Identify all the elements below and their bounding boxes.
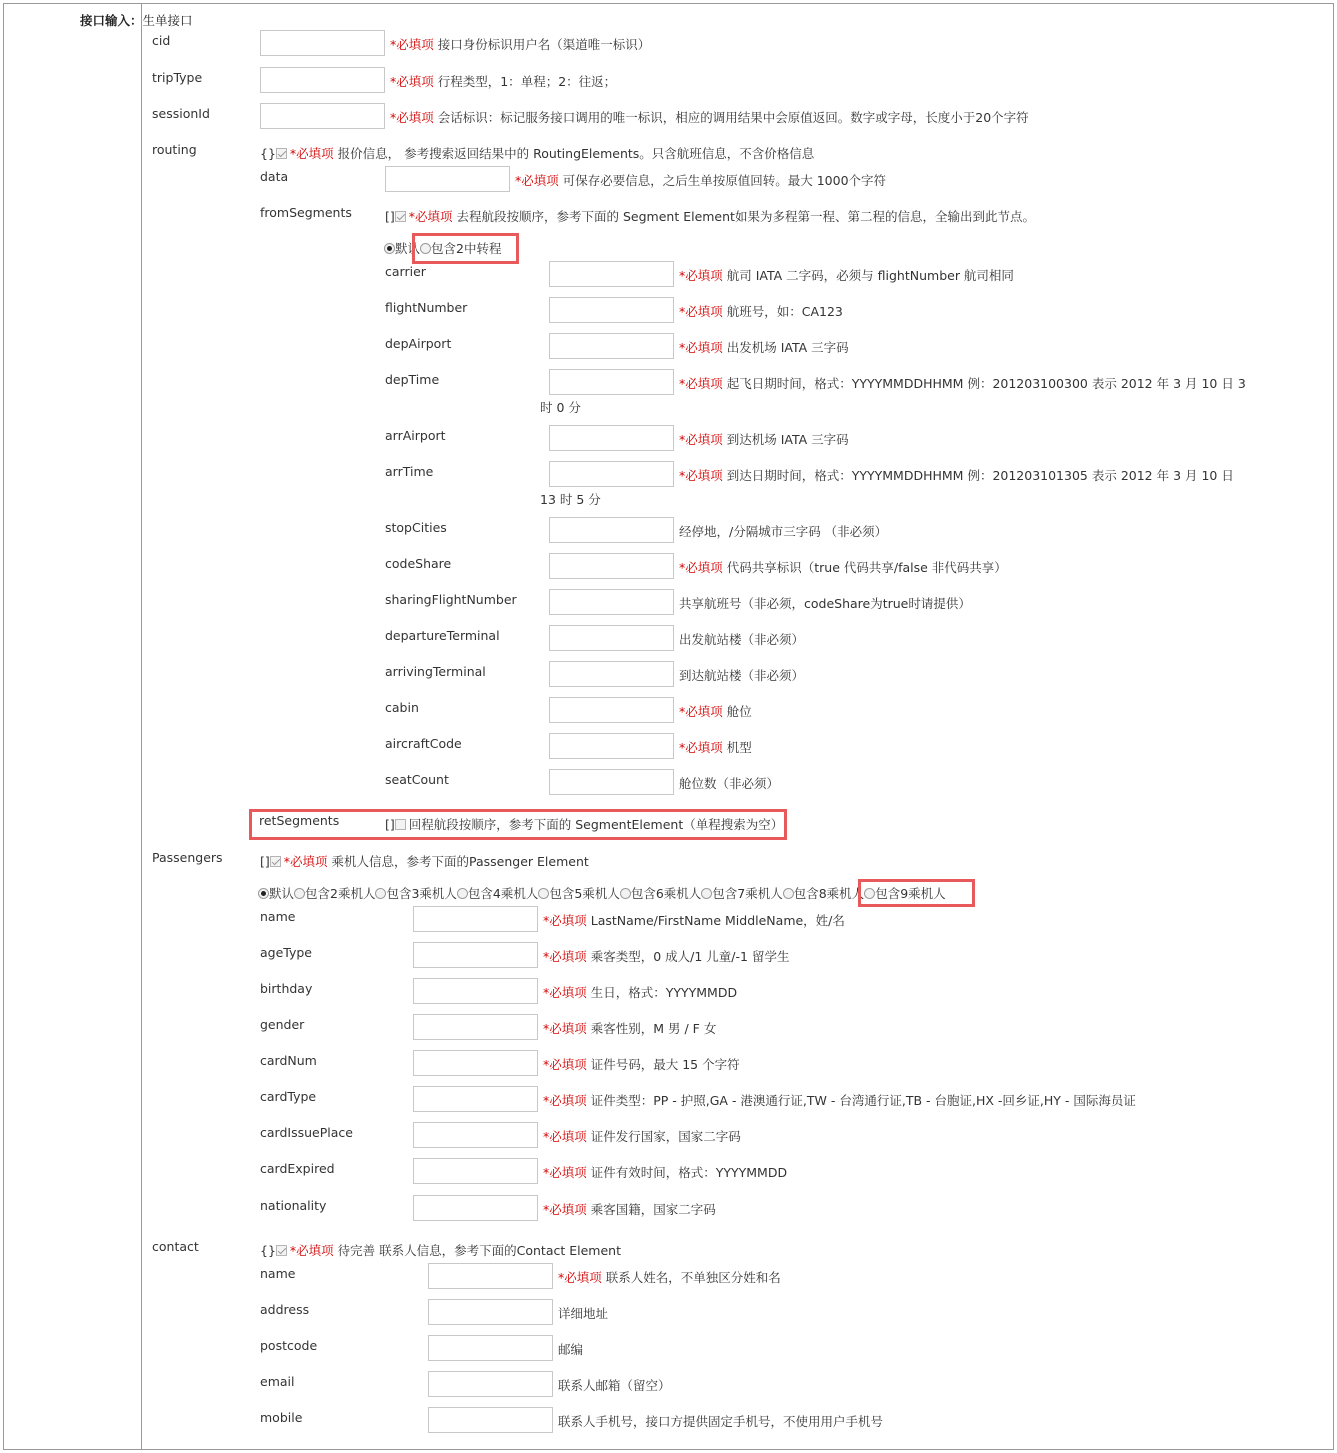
radio-label: 包含6乘机人 xyxy=(630,886,702,901)
contact-expand-checkbox[interactable] xyxy=(276,1245,287,1256)
passenger-desc-name xyxy=(543,911,845,929)
retsegments-description: 回程航段按顺序，参考下面的 SegmentElement（单程搜索为空） xyxy=(408,817,784,832)
contact-label-email: email xyxy=(260,1374,295,1389)
routing-data-input-data[interactable] xyxy=(385,166,510,192)
segment-label-cabin: cabin xyxy=(385,700,419,715)
segment-input-cabin[interactable] xyxy=(549,697,674,723)
top-input-cid[interactable] xyxy=(260,30,385,56)
fromsegments-expand-checkbox[interactable] xyxy=(395,211,406,222)
segment-desc-stopcities xyxy=(679,522,887,540)
passenger-desc-gender xyxy=(543,1019,716,1037)
passenger-input-gender[interactable] xyxy=(413,1014,538,1040)
field-description: 联系人手机号，接口方提供固定手机号，不使用用户手机号 xyxy=(558,1414,884,1429)
segment-desc-seatcount xyxy=(679,774,779,792)
passengers-description: 乘机人信息，参考下面的Passenger Element xyxy=(331,854,589,869)
segment-label-codeshare: codeShare xyxy=(385,556,452,571)
field-description: LastName/FirstName MiddleName，姓/名 xyxy=(590,913,845,928)
required-mark: *必填项 xyxy=(543,949,591,964)
segment-desc-carrier xyxy=(679,266,1014,284)
segment-label-arrairport: arrAirport xyxy=(385,428,446,443)
contact-input-name[interactable] xyxy=(428,1263,553,1289)
passenger-input-cardissueplace[interactable] xyxy=(413,1122,538,1148)
field-description: 舱位数（非必须） xyxy=(679,776,780,791)
field-description: 到达航站楼（非必须） xyxy=(679,668,805,683)
segment-label-departureterminal: departureTerminal xyxy=(385,628,500,643)
required-mark: *必填项 xyxy=(289,1243,338,1258)
segment-label-deptime: depTime xyxy=(385,372,440,387)
segment-input-arrtime[interactable] xyxy=(549,461,674,487)
radio-label: 包含7乘机人 xyxy=(712,886,783,901)
segment-input-codeshare[interactable] xyxy=(549,553,674,579)
segment-input-carrier[interactable] xyxy=(549,261,674,287)
routing-description: 报价信息， 参考搜索返回结果中的 RoutingElements。只含航班信息，不含价格信息 xyxy=(337,146,815,161)
segment-desc-arrivingterminal xyxy=(679,666,804,684)
radio-passengers-3[interactable] xyxy=(375,888,386,899)
fromsegments-label: fromSegments xyxy=(260,205,352,220)
field-description: 证件号码，最大 15 个字符 xyxy=(590,1057,740,1072)
fromsegments-description: 去程航段按顺序，参考下面的 Segment Element如果为多程第一程、第二程的信息，全输出到此节点。 xyxy=(456,209,1035,224)
page-title: 生单接口 xyxy=(142,13,193,28)
required-mark: *必填项 xyxy=(679,304,727,319)
routing-data-desc-data xyxy=(515,171,886,189)
required-mark: *必填项 xyxy=(679,432,727,447)
passengers-radio-group xyxy=(258,884,946,902)
field-description: 到达日期时间，格式：YYYYMMDDHHMM 例：201203101305 表示 2012 年 3 月 10 日 xyxy=(726,468,1234,483)
field-description: 乘客性别，M 男 / F 女 xyxy=(590,1021,717,1036)
segment-input-stopcities[interactable] xyxy=(549,517,674,543)
passenger-input-name[interactable] xyxy=(413,906,538,932)
segment-desc-sharingflightnumber xyxy=(679,594,971,612)
passenger-label-cardnum: cardNum xyxy=(260,1053,317,1068)
required-mark: *必填项 xyxy=(543,985,591,1000)
passenger-desc-agetype xyxy=(543,947,789,965)
passenger-label-nationality: nationality xyxy=(260,1198,327,1213)
radio-label: 包含4乘机人 xyxy=(467,886,539,901)
segment-label-depairport: depAirport xyxy=(385,336,452,351)
field-description: 航班号，如：CA123 xyxy=(726,304,843,319)
required-mark: *必填项 xyxy=(679,560,727,575)
required-mark: *必填项 xyxy=(543,1202,591,1217)
field-description: 可保存必要信息，之后生单按原值回转。最大 1000个字符 xyxy=(562,173,887,188)
header-prefix: 接口输入： xyxy=(80,13,143,28)
field-description: 会话标识：标记服务接口调用的唯一标识，相应的调用结果中会原值返回。数字或字母，长度小于20个字符 xyxy=(437,110,1029,125)
segment-desc-deptime xyxy=(679,374,1246,392)
required-mark: *必填项 xyxy=(515,173,563,188)
segment-input-deptime[interactable] xyxy=(549,369,674,395)
segment-input-aircraftcode[interactable] xyxy=(549,733,674,759)
radio-label: 包含8乘机人 xyxy=(793,886,865,901)
passengers-container xyxy=(260,852,589,870)
passenger-label-name: name xyxy=(260,909,296,924)
top-input-triptype[interactable] xyxy=(260,67,385,93)
contact-desc-email xyxy=(558,1376,671,1394)
contact-desc-mobile xyxy=(558,1412,883,1430)
segment-input-seatcount[interactable] xyxy=(549,769,674,795)
segment-desc-depairport xyxy=(679,338,849,356)
segment-input-depairport[interactable] xyxy=(549,333,674,359)
container-bracket: {} xyxy=(260,1243,276,1258)
radio-passengers-1[interactable] xyxy=(258,888,269,899)
contact-container xyxy=(260,1241,621,1259)
passenger-label-agetype: ageType xyxy=(260,945,312,960)
required-mark: *必填项 xyxy=(679,468,727,483)
required-mark: *必填项 xyxy=(390,74,438,89)
radio-passengers-2[interactable] xyxy=(294,888,305,899)
fromsegments-container xyxy=(385,207,1035,225)
required-mark: *必填项 xyxy=(558,1270,606,1285)
routing-label: routing xyxy=(152,142,197,157)
passenger-desc-cardnum xyxy=(543,1055,740,1073)
segment-label-arrivingterminal: arrivingTerminal xyxy=(385,664,486,679)
segment-label-flightnumber: flightNumber xyxy=(385,300,468,315)
contact-description: 待完善 联系人信息，参考下面的Contact Element xyxy=(337,1243,621,1258)
page-header xyxy=(80,11,193,29)
segment-desc-arrairport xyxy=(679,430,849,448)
radio-passengers-6[interactable] xyxy=(620,888,631,899)
top-desc-sessionid xyxy=(390,108,1029,126)
contact-input-postcode[interactable] xyxy=(428,1335,553,1361)
radio-label: 包含3乘机人 xyxy=(386,886,457,901)
field-description: 行程类型，1：单程；2：往返； xyxy=(437,74,617,89)
required-mark: *必填项 xyxy=(289,146,338,161)
field-description: 舱位 xyxy=(726,704,752,719)
highlight-box-retsegments xyxy=(249,809,787,840)
routing-container xyxy=(260,144,814,162)
container-bracket: [] xyxy=(385,817,395,832)
passengers-label: Passengers xyxy=(152,850,223,865)
passenger-label-cardtype: cardType xyxy=(260,1089,317,1104)
segment-desc-arrtime xyxy=(679,466,1234,484)
passenger-desc-cardtype xyxy=(543,1091,1136,1109)
radio-label: 包含5乘机人 xyxy=(549,886,620,901)
top-input-sessionid[interactable] xyxy=(260,103,385,129)
contact-input-mobile[interactable] xyxy=(428,1407,553,1433)
contact-desc-name xyxy=(558,1268,781,1286)
passenger-label-gender: gender xyxy=(260,1017,305,1032)
required-mark: *必填项 xyxy=(543,1021,591,1036)
radio-default[interactable] xyxy=(384,243,395,254)
radio-label: 默认 xyxy=(395,241,421,256)
required-mark: *必填项 xyxy=(390,110,438,125)
field-description: 航司 IATA 二字码，必须与 flightNumber 航司相同 xyxy=(726,268,1014,283)
contact-label: contact xyxy=(152,1239,199,1254)
radio-label: 默认 xyxy=(269,886,295,901)
segment-label-carrier: carrier xyxy=(385,264,426,279)
field-description: 证件有效时间，格式：YYYYMMDD xyxy=(590,1165,788,1180)
segment-label-stopcities: stopCities xyxy=(385,520,447,535)
required-mark: *必填项 xyxy=(543,1165,591,1180)
segment-label-sharingflightnumber: sharingFlightNumber xyxy=(385,592,517,607)
passenger-label-cardissueplace: cardIssuePlace xyxy=(260,1125,353,1140)
contact-label-name: name xyxy=(260,1266,296,1281)
passengers-expand-checkbox[interactable] xyxy=(270,856,281,867)
segment-label-arrtime: arrTime xyxy=(385,464,434,479)
segment-input-flightnumber[interactable] xyxy=(549,297,674,323)
field-description: 共享航班号（非必须，codeShare为true时请提供） xyxy=(679,596,971,611)
passenger-input-cardexpired[interactable] xyxy=(413,1158,538,1184)
field-description: 到达机场 IATA 三字码 xyxy=(726,432,849,447)
routing-data-label-data: data xyxy=(260,169,289,184)
segment-input-arrairport[interactable] xyxy=(549,425,674,451)
required-mark: *必填项 xyxy=(543,1129,591,1144)
contact-desc-address xyxy=(558,1304,608,1322)
required-mark: *必填项 xyxy=(408,209,457,224)
radio-passengers-4[interactable] xyxy=(457,888,468,899)
required-mark: *必填项 xyxy=(679,704,727,719)
contact-label-address: address xyxy=(260,1302,310,1317)
segment-desc-wrap-deptime: 时 0 分 xyxy=(540,400,581,415)
required-mark: *必填项 xyxy=(543,913,591,928)
required-mark: *必填项 xyxy=(679,740,727,755)
passenger-desc-cardexpired xyxy=(543,1163,787,1181)
contact-input-email[interactable] xyxy=(428,1371,553,1397)
contact-desc-postcode xyxy=(558,1340,583,1358)
segment-label-seatcount: seatCount xyxy=(385,772,449,787)
field-description: 联系人邮箱（留空） xyxy=(558,1378,671,1393)
passenger-label-birthday: birthday xyxy=(260,981,313,996)
field-description: 联系人姓名，不单独区分姓和名 xyxy=(605,1270,781,1285)
passenger-desc-nationality xyxy=(543,1200,716,1218)
field-description: 经停地，/分隔城市三字码 （非必须） xyxy=(679,524,888,539)
contact-input-address[interactable] xyxy=(428,1299,553,1325)
highlight-box-nine-passengers xyxy=(858,879,975,907)
segment-desc-aircraftcode xyxy=(679,738,752,756)
routing-expand-checkbox[interactable] xyxy=(276,148,287,159)
required-mark: *必填项 xyxy=(390,37,438,52)
required-mark: *必填项 xyxy=(679,376,727,391)
required-mark: *必填项 xyxy=(543,1057,591,1072)
passenger-desc-birthday xyxy=(543,983,737,1001)
passenger-input-nationality[interactable] xyxy=(413,1195,538,1221)
contact-label-postcode: postcode xyxy=(260,1338,318,1353)
top-label-sessionid: sessionId xyxy=(152,106,210,121)
field-description: 详细地址 xyxy=(558,1306,609,1321)
passenger-input-agetype[interactable] xyxy=(413,942,538,968)
top-label-triptype: tripType xyxy=(152,70,203,85)
radio-passengers-7[interactable] xyxy=(701,888,712,899)
field-description: 生日，格式：YYYYMMDD xyxy=(590,985,738,1000)
passenger-desc-cardissueplace xyxy=(543,1127,741,1145)
required-mark: *必填项 xyxy=(283,854,332,869)
field-description: 出发机场 IATA 三字码 xyxy=(726,340,849,355)
passenger-label-cardexpired: cardExpired xyxy=(260,1161,335,1176)
segment-desc-wrap-arrtime: 13 时 5 分 xyxy=(540,492,601,507)
segment-input-departureterminal[interactable] xyxy=(549,625,674,651)
radio-passengers-8[interactable] xyxy=(783,888,794,899)
top-desc-triptype xyxy=(390,72,616,90)
field-description: 乘客类型，0 成人/1 儿童/-1 留学生 xyxy=(590,949,790,964)
field-description: 证件发行国家，国家二字码 xyxy=(590,1129,741,1144)
required-mark: *必填项 xyxy=(679,340,727,355)
segment-label-aircraftcode: aircraftCode xyxy=(385,736,462,751)
passenger-input-cardnum[interactable] xyxy=(413,1050,538,1076)
highlight-box-transfer xyxy=(412,233,519,264)
segment-desc-codeshare xyxy=(679,558,1007,576)
segment-desc-flightnumber xyxy=(679,302,843,320)
segment-desc-cabin xyxy=(679,702,752,720)
field-description: 机型 xyxy=(726,740,752,755)
passenger-input-birthday[interactable] xyxy=(413,978,538,1004)
column-divider xyxy=(141,3,142,1450)
container-bracket: {} xyxy=(260,146,276,161)
field-description: 邮编 xyxy=(558,1342,584,1357)
radio-label: 包含2乘机人 xyxy=(305,886,376,901)
radio-passengers-5[interactable] xyxy=(538,888,549,899)
required-mark: *必填项 xyxy=(543,1093,591,1108)
radio-label: 包含2中转程 xyxy=(431,241,502,256)
segment-desc-departureterminal xyxy=(679,630,804,648)
field-description: 证件类型：PP - 护照,GA - 港澳通行证,TW - 台湾通行证,TB - 台胞证,HX -回乡证,HY - 国际海员证 xyxy=(590,1093,1136,1108)
field-description: 起飞日期时间，格式：YYYYMMDDHHMM 例：201203100300 表示 2012 年 3 月 10 日 3 xyxy=(726,376,1246,391)
container-bracket: [] xyxy=(260,854,270,869)
passenger-input-cardtype[interactable] xyxy=(413,1086,538,1112)
contact-label-mobile: mobile xyxy=(260,1410,303,1425)
field-description: 接口身份标识用户名（渠道唯一标识） xyxy=(437,37,651,52)
segment-input-arrivingterminal[interactable] xyxy=(549,661,674,687)
retsegments-label: retSegments xyxy=(259,813,340,828)
field-description: 代码共享标识（true 代码共享/false 非代码共享） xyxy=(726,560,1007,575)
top-label-cid: cid xyxy=(152,33,171,48)
field-description: 乘客国籍，国家二字码 xyxy=(590,1202,716,1217)
top-desc-cid xyxy=(390,35,650,53)
segment-input-sharingflightnumber[interactable] xyxy=(549,589,674,615)
radio-label: 包含9乘机人 xyxy=(875,886,946,901)
required-mark: *必填项 xyxy=(679,268,727,283)
container-bracket: [] xyxy=(385,209,395,224)
field-description: 出发航站楼（非必须） xyxy=(679,632,805,647)
